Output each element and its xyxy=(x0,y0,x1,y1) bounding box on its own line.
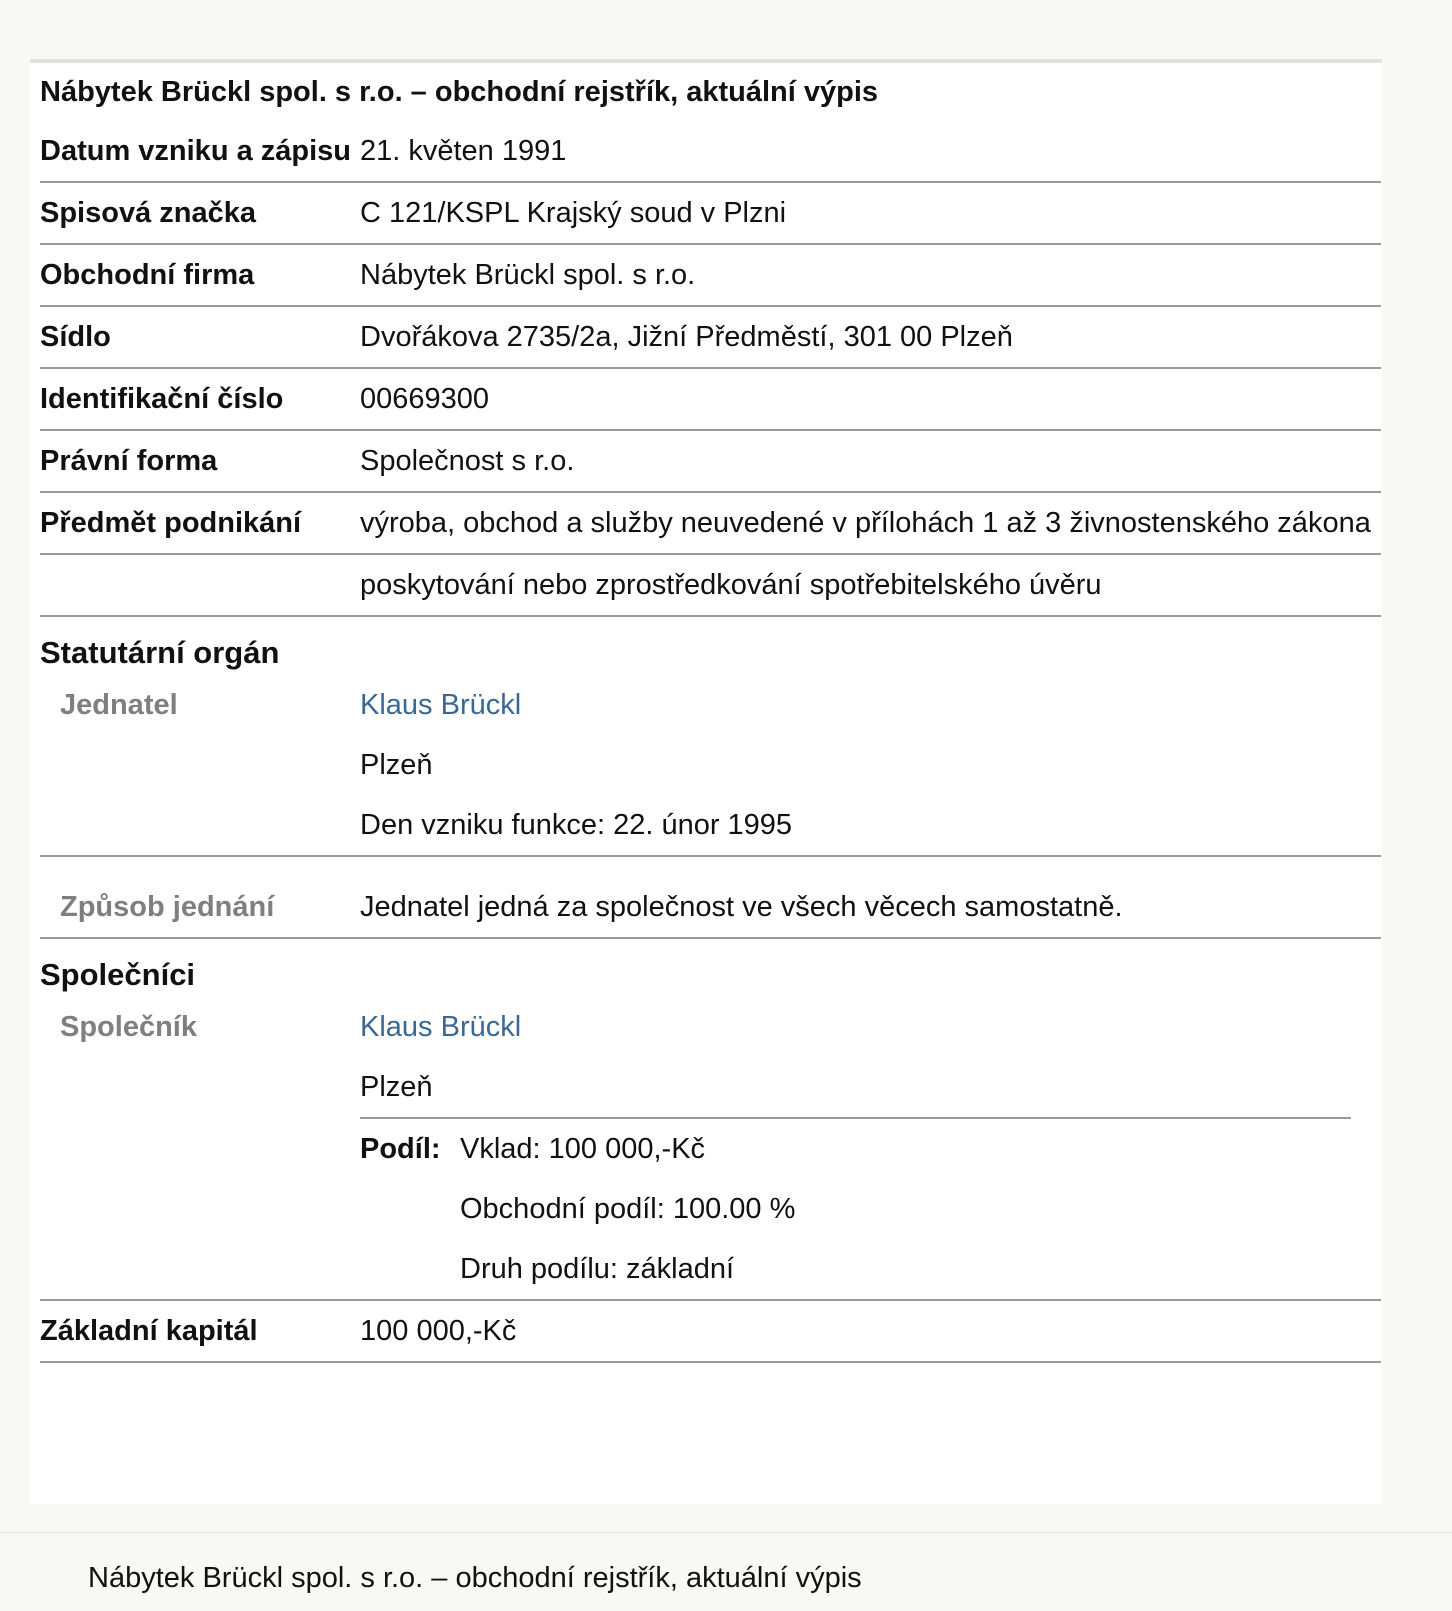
register-extract xyxy=(40,63,1381,1363)
value-obchodni-firma: Nábytek Brückl spol. s r.o. xyxy=(360,259,696,291)
value-identifikacni-cislo: 00669300 xyxy=(360,383,490,415)
row-spisova-znacka xyxy=(40,183,1381,245)
share-obchodni-podil: Obchodní podíl: 100.00 % xyxy=(460,1193,796,1225)
row-obchodni-firma xyxy=(40,245,1381,307)
value-sidlo: Dvořákova 2735/2a, Jižní Předměstí, 301 00 Plzeň xyxy=(360,321,1013,353)
row-jednatel xyxy=(40,675,1381,857)
label-empty xyxy=(40,555,360,615)
label-zpusob-jednani: Způsob jednání xyxy=(60,891,275,923)
share-label: Podíl: xyxy=(360,1133,441,1165)
row-spolecnik xyxy=(40,997,1381,1301)
value-datum-vzniku: 21. květen 1991 xyxy=(360,135,567,167)
value-predmet-podnikani-1: výroba, obchod a služby neuvedené v přílohách 1 až 3 živnostenského zákona xyxy=(360,507,1371,539)
share-block xyxy=(360,1117,1351,1299)
value-pravni-forma: Společnost s r.o. xyxy=(360,445,575,477)
jednatel-city: Plzeň xyxy=(360,749,433,781)
label-obchodni-firma: Obchodní firma xyxy=(40,259,255,291)
footer xyxy=(0,1532,1452,1611)
label-sidlo: Sídlo xyxy=(40,321,111,353)
footer-text: Nábytek Brückl spol. s r.o. – obchodní rejstřík, aktuální výpis xyxy=(88,1562,862,1594)
share-vklad: Vklad: 100 000,-Kč xyxy=(460,1133,706,1165)
value-zakladni-kapital: 100 000,-Kč xyxy=(360,1315,517,1347)
row-pravni-forma xyxy=(40,431,1381,493)
value-spisova-znacka: C 121/KSPL Krajský soud v Plzni xyxy=(360,197,787,229)
jednatel-since: Den vzniku funkce: 22. únor 1995 xyxy=(360,809,793,841)
row-zpusob-jednani xyxy=(40,857,1381,939)
spolecnik-name-link[interactable]: Klaus Brückl xyxy=(360,1011,522,1043)
page-title: Nábytek Brückl spol. s r.o. – obchodní rejstřík, aktuální výpis xyxy=(40,76,879,108)
label-jednatel: Jednatel xyxy=(60,689,178,721)
value-zpusob-jednani: Jednatel jedná za společnost ve všech věcech samostatně. xyxy=(360,891,1123,923)
label-predmet-podnikani: Předmět podnikání xyxy=(40,507,302,539)
label-spolecnik: Společník xyxy=(60,1011,197,1043)
row-zakladni-kapital xyxy=(40,1301,1381,1363)
value-spolecnik xyxy=(360,997,1381,1299)
label-zakladni-kapital: Základní kapitál xyxy=(40,1315,258,1347)
section-statutarni-organ: Statutární orgán xyxy=(40,635,280,670)
label-identifikacni-cislo: Identifikační číslo xyxy=(40,383,284,415)
label-spisova-znacka: Spisová značka xyxy=(40,197,256,229)
row-datum-vzniku xyxy=(40,121,1381,183)
value-predmet-podnikani-2: poskytování nebo zprostředkování spotřebitelského úvěru xyxy=(360,569,1102,601)
row-predmet-podnikani-2 xyxy=(40,555,1381,617)
register-extract-card xyxy=(30,59,1382,1504)
spolecnik-city: Plzeň xyxy=(360,1071,433,1103)
jednatel-name-link[interactable]: Klaus Brückl xyxy=(360,689,522,721)
row-sidlo xyxy=(40,307,1381,369)
row-predmet-podnikani xyxy=(40,493,1381,555)
label-datum-vzniku: Datum vzniku a zápisu xyxy=(40,135,352,167)
share-druh-podilu: Druh podílu: základní xyxy=(460,1253,735,1285)
section-spolecnici: Společníci xyxy=(40,957,196,992)
row-identifikacni-cislo xyxy=(40,369,1381,431)
label-pravni-forma: Právní forma xyxy=(40,445,218,477)
value-jednatel xyxy=(360,675,1381,855)
share-details xyxy=(460,1119,795,1299)
